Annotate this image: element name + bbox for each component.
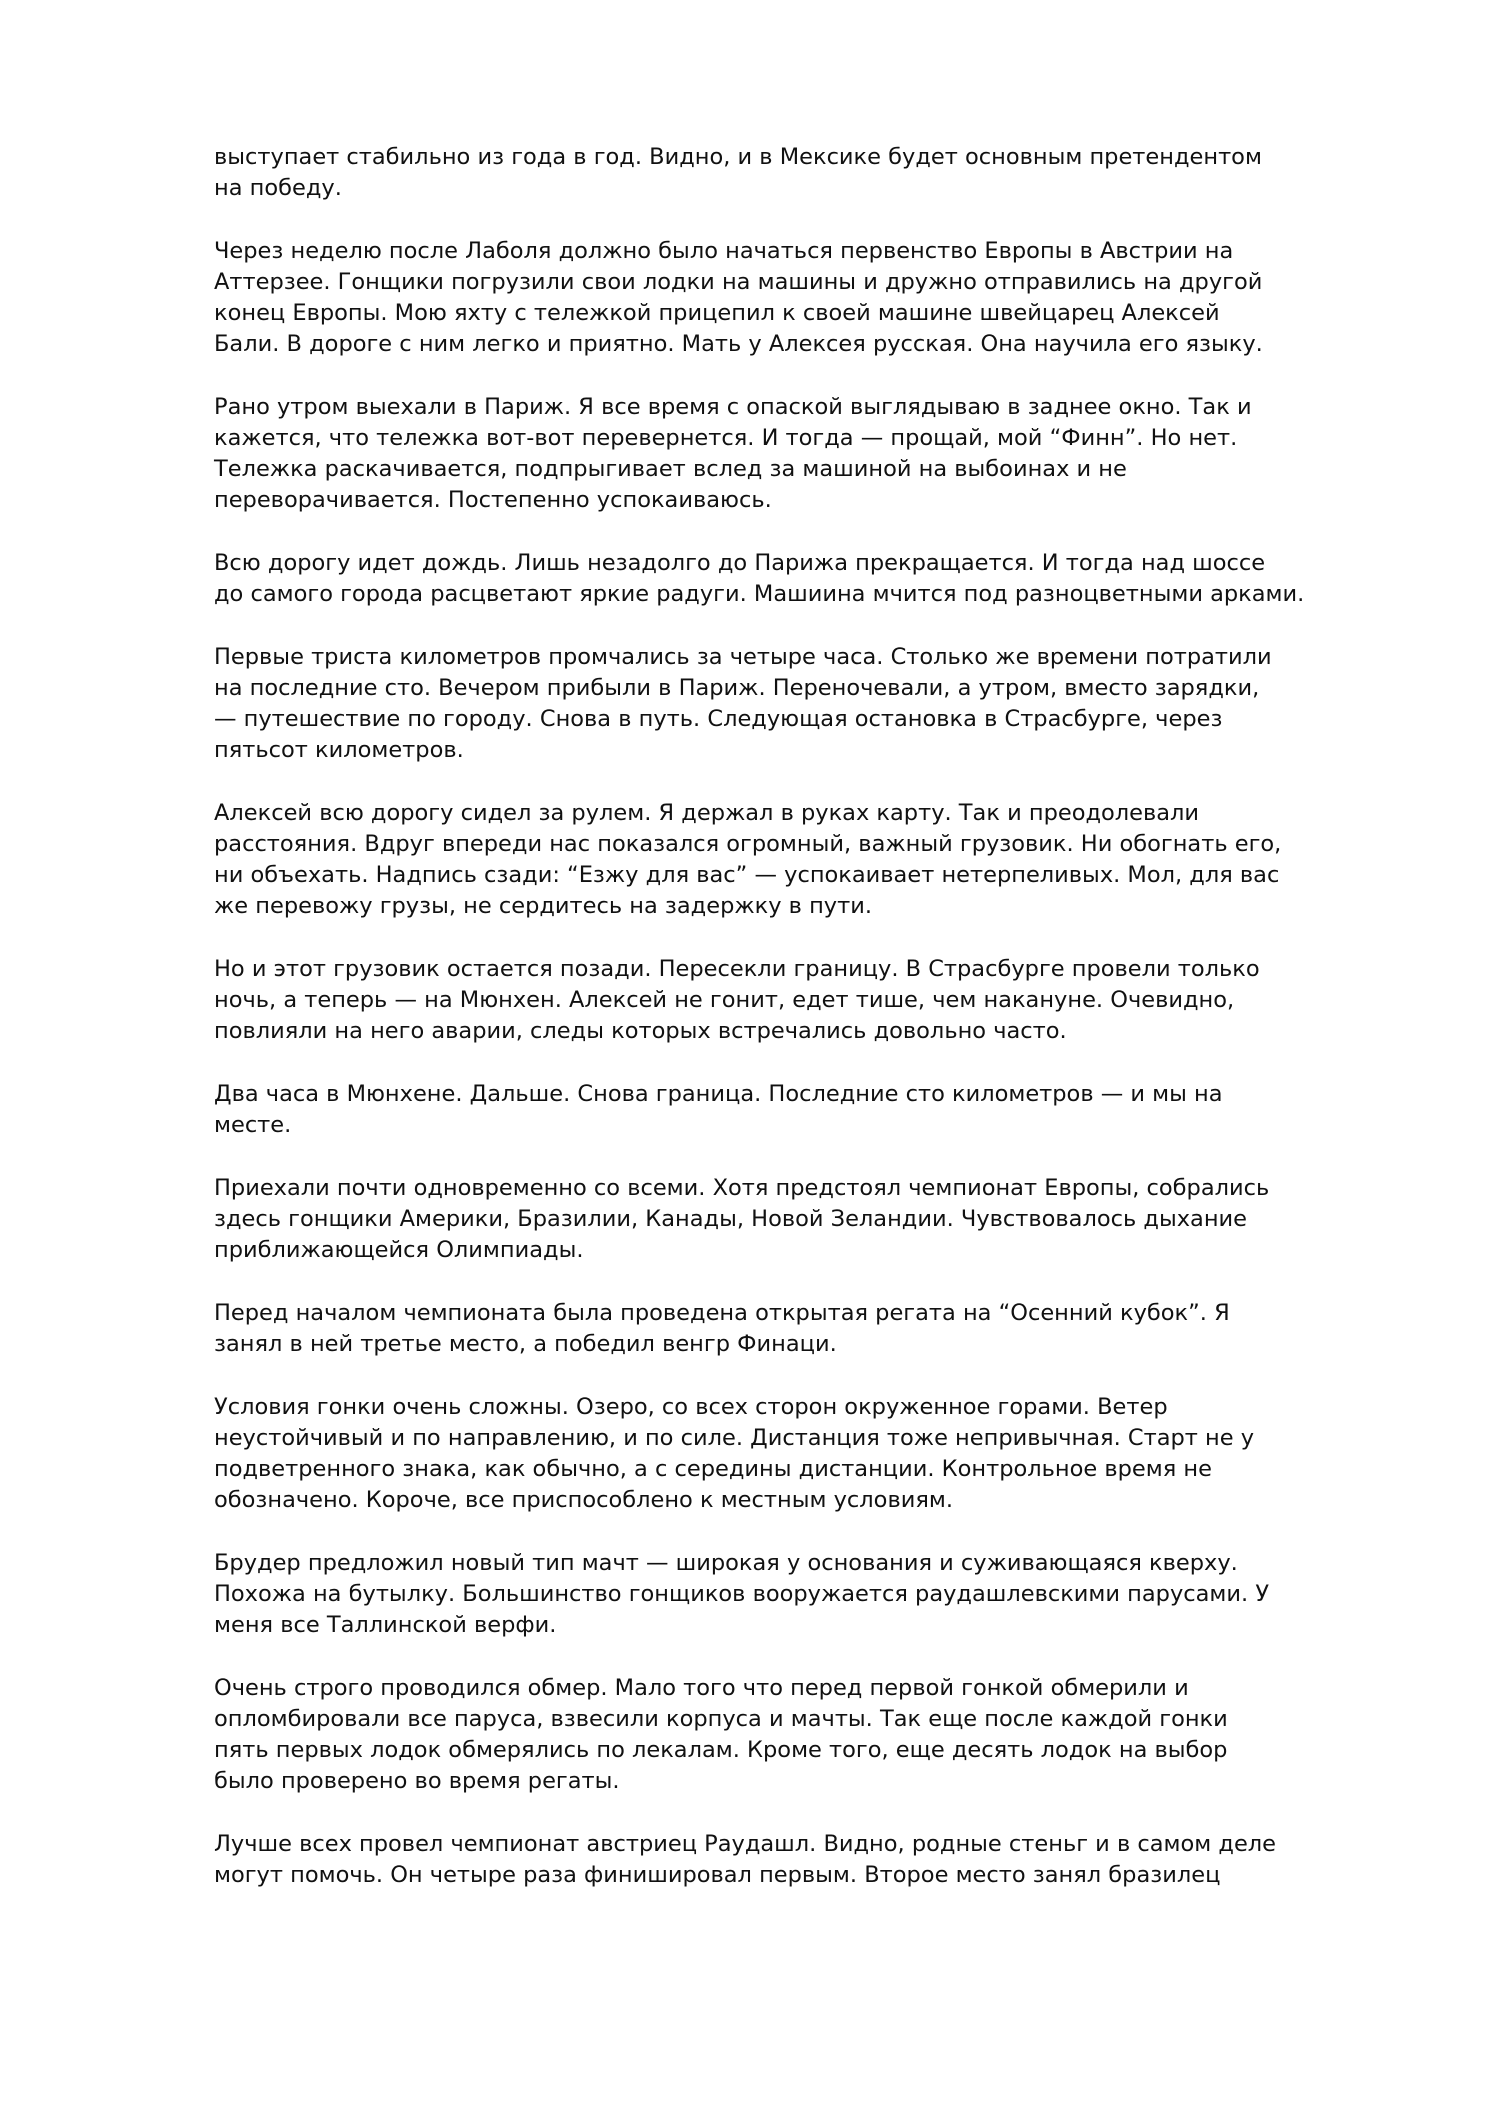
text-line: Брудер предложил новый тип мачт — широкая у основания и суживающаяся кверху. [214, 1550, 1238, 1576]
text-line: опломбировали все паруса, взвесили корпуса и мачты. Так еще после каждой гонки [214, 1706, 1228, 1732]
text-line: обозначено. Короче, все приспособлено к местным условиям. [214, 1487, 953, 1513]
document-page [214, 142, 1414, 1923]
text-line: на последние сто. Вечером прибыли в Париж. Переночевали, а утром, вместо зарядки, [214, 675, 1260, 701]
text-line: было проверено во время регаты. [214, 1768, 620, 1794]
paragraph [214, 1548, 1414, 1641]
paragraph [214, 142, 1414, 204]
text-line: ночь, а теперь — на Мюнхен. Алексей не гонит, едет тише, чем накануне. Очевидно, [214, 987, 1235, 1013]
text-line: Похожа на бутылку. Большинство гонщиков вооружается раудашлевскими парусами. У [214, 1581, 1270, 1607]
text-line: ни объехать. Надпись сзади: “Езжу для вас” — успокаивает нетерпеливых. Мол, для вас [214, 862, 1280, 888]
text-line: меня все Таллинской верфи. [214, 1612, 557, 1638]
text-line: до самого города расцветают яркие радуги. Машиина мчится под разноцветными арками. [214, 581, 1305, 607]
text-line: расстояния. Вдруг впереди нас показался огромный, важный грузовик. Ни обогнать его, [214, 831, 1282, 857]
text-line: Перед началом чемпионата была проведена открытая регата на “Осенний кубок”. Я [214, 1300, 1230, 1326]
text-line: Через неделю после Лаболя должно было начаться первенство Европы в Австрии на [214, 238, 1234, 264]
text-line: месте. [214, 1112, 292, 1138]
paragraph [214, 798, 1414, 922]
text-line: Рано утром выехали в Париж. Я все время с опаской выглядываю в заднее окно. Так и [214, 394, 1252, 420]
text-line: здесь гонщики Америки, Бразилии, Канады, Новой Зеландии. Чувствовалось дыхание [214, 1206, 1247, 1232]
text-line: повлияли на него аварии, следы которых встречались довольно часто. [214, 1018, 1067, 1044]
text-line: подветренного знака, как обычно, а с середины дистанции. Контрольное время не [214, 1456, 1212, 1482]
paragraph [214, 1392, 1414, 1516]
text-line: Но и этот грузовик остается позади. Пересекли границу. В Страсбурге провели только [214, 956, 1260, 982]
text-line: Всю дорогу идет дождь. Лишь незадолго до Парижа прекращается. И тогда над шоссе [214, 550, 1266, 576]
text-line: Аттерзее. Гонщики погрузили свои лодки на машины и дружно отправились на другой [214, 269, 1263, 295]
paragraph [214, 1079, 1414, 1141]
text-line: Алексей всю дорогу сидел за рулем. Я держал в руках карту. Так и преодолевали [214, 800, 1200, 826]
text-line: пять первых лодок обмерялись по лекалам. Кроме того, еще десять лодок на выбор [214, 1737, 1228, 1763]
paragraph [214, 954, 1414, 1047]
text-line: конец Европы. Мою яхту с тележкой прицепил к своей машине швейцарец Алексей [214, 300, 1220, 326]
text-line: Первые триста километров промчались за четыре часа. Столько же времени потратили [214, 644, 1272, 670]
text-line: приближающейся Олимпиады. [214, 1237, 584, 1263]
text-line: переворачивается. Постепенно успокаиваюсь. [214, 487, 772, 513]
text-line: Приехали почти одновременно со всеми. Хотя предстоял чемпионат Европы, собрались [214, 1175, 1270, 1201]
text-line: неустойчивый и по направлению, и по силе. Дистанция тоже непривычная. Старт не у [214, 1425, 1255, 1451]
text-line: на победу. [214, 175, 342, 201]
text-line: могут помочь. Он четыре раза финишировал первым. Второе место занял бразилец [214, 1862, 1221, 1888]
text-line: Лучше всех провел чемпионат австриец Раудашл. Видно, родные стеньг и в самом деле [214, 1831, 1277, 1857]
text-line: Бали. В дороге с ним легко и приятно. Мать у Алексея русская. Она научила его языку. [214, 331, 1263, 357]
text-line: пятьсот километров. [214, 737, 464, 763]
text-line: кажется, что тележка вот-вот перевернется. И тогда — прощай, мой “Финн”. Но нет. [214, 425, 1238, 451]
paragraph [214, 1173, 1414, 1266]
text-line: Тележка раскачивается, подпрыгивает вслед за машиной на выбоинах и не [214, 456, 1127, 482]
paragraph [214, 1298, 1414, 1360]
text-line: Условия гонки очень сложны. Озеро, со всех сторон окруженное горами. Ветер [214, 1394, 1168, 1420]
text-line: Два часа в Мюнхене. Дальше. Снова граница. Последние сто километров — и мы на [214, 1081, 1223, 1107]
paragraph [214, 392, 1414, 516]
text-line: занял в ней третье место, а победил венгр Финаци. [214, 1331, 837, 1357]
text-line: — путешествие по городу. Снова в путь. Следующая остановка в Страсбурге, через [214, 706, 1223, 732]
text-line: Очень строго проводился обмер. Мало того что перед первой гонкой обмерили и [214, 1675, 1189, 1701]
paragraph [214, 642, 1414, 766]
paragraph [214, 548, 1414, 610]
text-line: же перевожу грузы, не сердитесь на задержку в пути. [214, 893, 873, 919]
text-line: выступает стабильно из года в год. Видно, и в Мексике будет основным претендентом [214, 144, 1262, 170]
paragraph [214, 236, 1414, 360]
paragraph [214, 1829, 1414, 1891]
paragraph [214, 1673, 1414, 1797]
